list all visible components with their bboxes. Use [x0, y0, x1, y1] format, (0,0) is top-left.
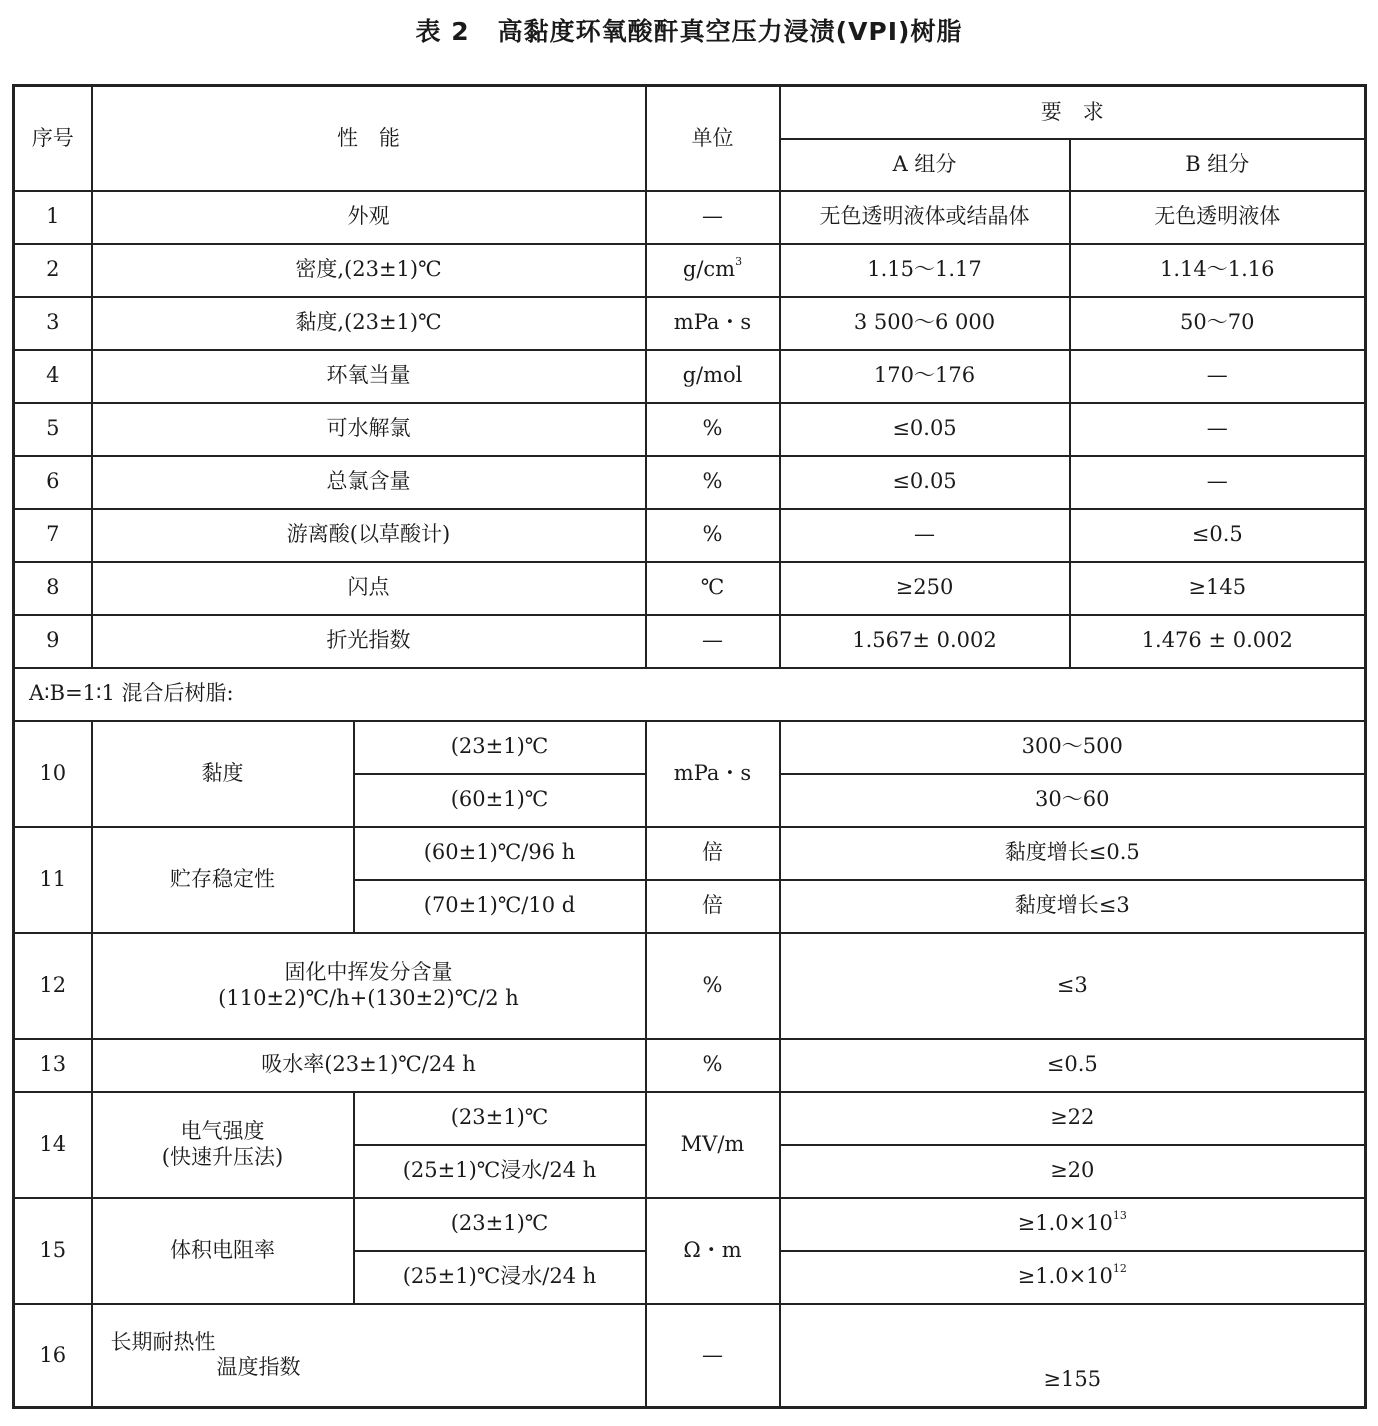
row-part-b: — [1070, 350, 1366, 403]
row-unit: MV/m [646, 1092, 780, 1198]
row-part-b: ≤0.5 [1070, 509, 1366, 562]
table-row [14, 1092, 1366, 1145]
property-line-1: 长期耐热性 [110, 1330, 216, 1355]
row-unit: % [646, 933, 780, 1039]
row-seq: 14 [14, 1092, 92, 1198]
table-row [14, 615, 1366, 668]
mixed-section-row [14, 668, 1366, 721]
row-unit [646, 244, 780, 297]
row-condition: (25±1)℃浸水/24 h [354, 1251, 646, 1304]
row-part-b: — [1070, 456, 1366, 509]
table-row [14, 456, 1366, 509]
row-seq: 15 [14, 1198, 92, 1304]
row-seq: 2 [14, 244, 92, 297]
row-requirement: ≤3 [780, 933, 1366, 1039]
row-requirement: ≥22 [780, 1092, 1366, 1145]
header-property: 性 能 [92, 86, 646, 191]
row-condition: (23±1)℃ [354, 1092, 646, 1145]
header-requirement: 要 求 [780, 86, 1366, 139]
row-property [92, 1092, 354, 1198]
row-part-b: 无色透明液体 [1070, 191, 1366, 244]
table-row [14, 244, 1366, 297]
row-seq: 11 [14, 827, 92, 933]
table-row [14, 721, 1366, 774]
table-row [14, 403, 1366, 456]
table-row [14, 297, 1366, 350]
row-property [92, 933, 646, 1039]
header-seq: 序号 [14, 86, 92, 191]
header-part-b: B 组分 [1070, 139, 1366, 191]
table-row [14, 191, 1366, 244]
row-part-b: 1.476 ± 0.002 [1070, 615, 1366, 668]
row-part-a: 3 500～6 000 [780, 297, 1070, 350]
row-part-a: ≤0.05 [780, 456, 1070, 509]
row-part-a: ≥250 [780, 562, 1070, 615]
table-row [14, 562, 1366, 615]
row-unit: g/mol [646, 350, 780, 403]
requirement-base: ≥1.0×10 [1017, 1211, 1113, 1236]
row-property [92, 1304, 646, 1408]
row-condition: (60±1)℃ [354, 774, 646, 827]
row-requirement: 黏度增长≤0.5 [780, 827, 1366, 880]
row-property: 黏度,(23±1)℃ [92, 297, 646, 350]
row-property: 折光指数 [92, 615, 646, 668]
row-requirement: 300～500 [780, 721, 1366, 774]
row-seq: 9 [14, 615, 92, 668]
row-seq: 7 [14, 509, 92, 562]
row-property: 环氧当量 [92, 350, 646, 403]
row-part-a: — [780, 509, 1070, 562]
row-condition: (60±1)℃/96 h [354, 827, 646, 880]
table-row [14, 827, 1366, 880]
row-part-a: 无色透明液体或结晶体 [780, 191, 1070, 244]
spec-table [12, 84, 1367, 1409]
mixed-section-label: A∶B=1∶1 混合后树脂: [14, 668, 1366, 721]
row-unit: % [646, 509, 780, 562]
property-line-1: 固化中挥发分含量 [284, 960, 453, 985]
row-part-b: 1.14～1.16 [1070, 244, 1366, 297]
property-line-2: 温度指数 [216, 1355, 301, 1380]
row-requirement [780, 1251, 1366, 1304]
row-part-a: ≤0.05 [780, 403, 1070, 456]
row-unit: mPa・s [646, 297, 780, 350]
row-part-b: — [1070, 403, 1366, 456]
row-condition: (23±1)℃ [354, 1198, 646, 1251]
row-property: 吸水率(23±1)℃/24 h [92, 1039, 646, 1092]
row-condition: (70±1)℃/10 d [354, 880, 646, 933]
row-property: 游离酸(以草酸计) [92, 509, 646, 562]
row-seq: 3 [14, 297, 92, 350]
header-unit: 单位 [646, 86, 780, 191]
row-requirement [780, 1198, 1366, 1251]
row-unit: — [646, 191, 780, 244]
table-title [0, 12, 1378, 52]
unit-superscript: 3 [735, 255, 743, 269]
row-seq: 1 [14, 191, 92, 244]
row-condition: (25±1)℃浸水/24 h [354, 1145, 646, 1198]
row-seq: 8 [14, 562, 92, 615]
header-part-a: A 组分 [780, 139, 1070, 191]
header-row-1 [14, 86, 1366, 139]
table-row [14, 350, 1366, 403]
requirement-base: ≥1.0×10 [1017, 1264, 1113, 1289]
row-seq: 4 [14, 350, 92, 403]
property-line-1: 电气强度 [180, 1119, 265, 1144]
row-unit: — [646, 1304, 780, 1408]
row-unit: Ω・m [646, 1198, 780, 1304]
row-property: 可水解氯 [92, 403, 646, 456]
row-unit: — [646, 615, 780, 668]
row-requirement: ≥20 [780, 1145, 1366, 1198]
row-condition: (23±1)℃ [354, 721, 646, 774]
table-row [14, 1198, 1366, 1251]
row-requirement: ≤0.5 [780, 1039, 1366, 1092]
row-seq: 12 [14, 933, 92, 1039]
table-row [14, 933, 1366, 1039]
row-requirement: 黏度增长≤3 [780, 880, 1366, 933]
row-part-a: 1.567± 0.002 [780, 615, 1070, 668]
unit-base: g/cm [682, 257, 736, 282]
row-property: 贮存稳定性 [92, 827, 354, 933]
row-unit: % [646, 456, 780, 509]
row-unit: 倍 [646, 880, 780, 933]
table-caption: 高黏度环氧酸酐真空压力浸渍(VPI)树脂 [497, 17, 963, 46]
row-property: 闪点 [92, 562, 646, 615]
row-part-a: 1.15～1.17 [780, 244, 1070, 297]
requirement-exponent: 12 [1112, 1262, 1127, 1276]
row-property: 密度,(23±1)℃ [92, 244, 646, 297]
row-part-b: ≥145 [1070, 562, 1366, 615]
table-row [14, 1304, 1366, 1408]
row-seq: 5 [14, 403, 92, 456]
requirement-exponent: 13 [1112, 1209, 1127, 1223]
property-line-2: (110±2)℃/h+(130±2)℃/2 h [218, 985, 519, 1010]
table-row [14, 509, 1366, 562]
row-unit: % [646, 1039, 780, 1092]
row-requirement: 30～60 [780, 774, 1366, 827]
row-requirement: ≥155 [780, 1304, 1366, 1408]
row-seq: 6 [14, 456, 92, 509]
row-unit: ℃ [646, 562, 780, 615]
row-property: 外观 [92, 191, 646, 244]
row-seq: 10 [14, 721, 92, 827]
table-number: 表 2 [415, 17, 470, 46]
row-unit: % [646, 403, 780, 456]
row-property: 总氯含量 [92, 456, 646, 509]
row-part-a: 170～176 [780, 350, 1070, 403]
row-part-b: 50～70 [1070, 297, 1366, 350]
row-seq: 13 [14, 1039, 92, 1092]
row-property: 黏度 [92, 721, 354, 827]
table-row [14, 1039, 1366, 1092]
row-unit: 倍 [646, 827, 780, 880]
row-seq: 16 [14, 1304, 92, 1408]
row-property: 体积电阻率 [92, 1198, 354, 1304]
row-unit: mPa・s [646, 721, 780, 827]
property-line-2: (快速升压法) [161, 1144, 284, 1169]
